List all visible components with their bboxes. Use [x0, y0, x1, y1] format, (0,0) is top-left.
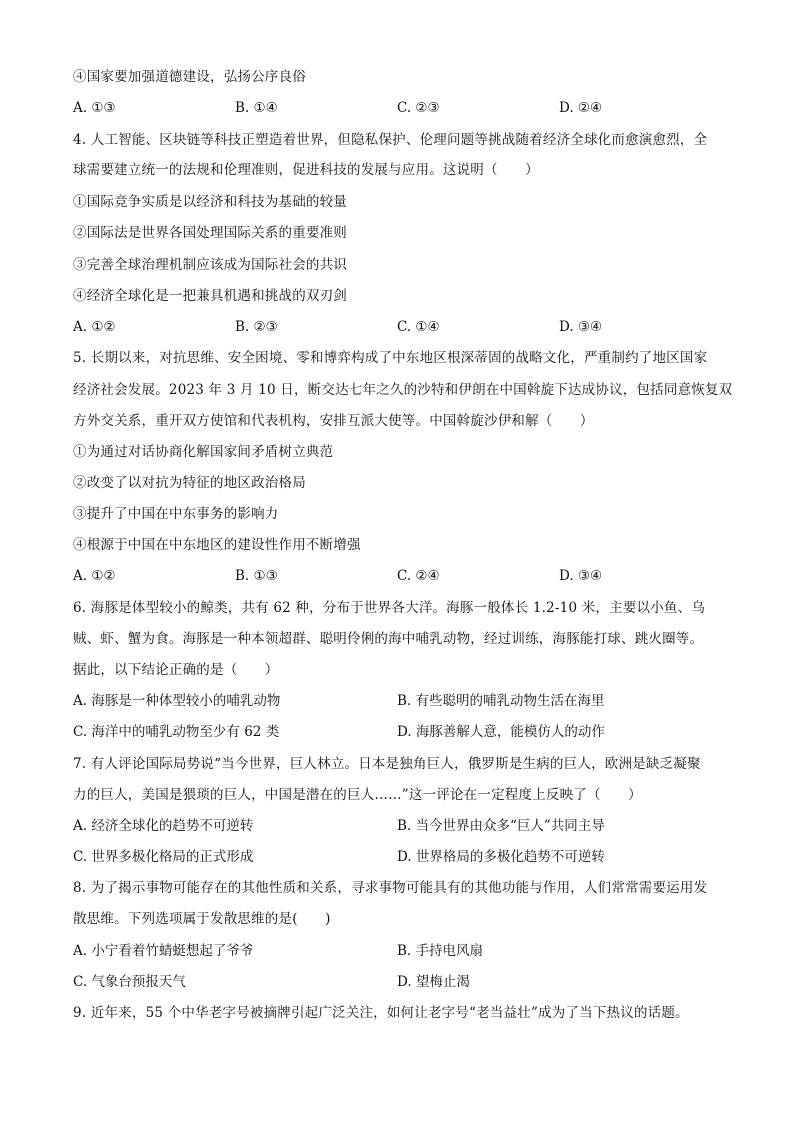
q4-stem-line-2: 球需要建立统一的法规和伦理准则，促进科技的发展与应用。这说明（ ）: [73, 162, 539, 178]
q3-option-b: B. ①④: [235, 100, 278, 116]
q3-option-d: D. ②④: [559, 100, 603, 116]
q4-option-d: D. ③④: [559, 319, 603, 335]
q6-option-b: B. 有些聪明的哺乳动物生活在海里: [397, 693, 605, 709]
q5-item-2: ②改变了以对抗为特征的地区政治格局: [73, 475, 306, 491]
q3-option-c: C. ②③: [397, 100, 440, 116]
q5-stem-line-2: 经济社会发展。2023 年 3 月 10 日，断交达七年之久的沙特和伊朗在中国斡旋下达成协议，包括同意恢复双: [73, 382, 733, 398]
q4-item-2: ②国际法是世界各国处理国际关系的重要准则: [73, 225, 347, 241]
q5-item-4: ④根源于中国在中东地区的建设性作用不断增强: [73, 537, 361, 553]
q6-option-a: A. 海豚是一种体型较小的哺乳动物: [73, 693, 281, 709]
q6-stem-line-1: 6. 海豚是体型较小的鲸类，共有 62 种，分布于世界各大洋。海豚一般体长 1.2-10 米，主要以小鱼、乌: [73, 600, 706, 616]
q7-option-b: B. 当今世界由众多“巨人”共同主导: [397, 818, 605, 834]
q7-option-d: D. 世界格局的多极化趋势不可逆转: [397, 849, 605, 865]
q7-option-c: C. 世界多极化格局的正式形成: [73, 849, 254, 865]
q3-option-a: A. ①③: [73, 100, 116, 116]
q8-stem-line-1: 8. 为了揭示事物可能存在的其他性质和关系，寻求事物可能具有的其他功能与作用，人们常常需要运用发: [73, 880, 708, 896]
q6-option-c: C. 海洋中的哺乳动物至少有 62 类: [73, 724, 280, 740]
q4-option-b: B. ②③: [235, 319, 278, 335]
q7-option-a: A. 经济全球化的趋势不可逆转: [73, 818, 254, 834]
q5-item-3: ③提升了中国在中东事务的影响力: [73, 506, 279, 522]
q4-stem-line-1: 4. 人工智能、区块链等科技正塑造着世界，但隐私保护、伦理问题等挑战随着经济全球化而愈演愈烈，全: [73, 132, 708, 148]
q6-stem-line-2: 贼、虾、蟹为食。海豚是一种本领超群、聪明伶俐的海中哺乳动物，经过训练，海豚能打球、跳火圈等。: [73, 631, 704, 647]
q5-option-a: A. ①②: [73, 568, 116, 584]
q8-option-d: D. 望梅止渴: [397, 974, 470, 990]
q4-item-3: ③完善全球治理机制应该成为国际社会的共识: [73, 257, 347, 273]
q6-stem-line-3: 据此，以下结论正确的是（ ）: [73, 662, 279, 678]
q6-option-d: D. 海豚善解人意，能模仿人的动作: [397, 724, 605, 740]
q4-option-a: A. ①②: [73, 319, 116, 335]
q4-item-1: ①国际竞争实质是以经济和科技为基础的较量: [73, 194, 347, 210]
q5-stem-line-3: 方外交关系，重开双方使馆和代表机构，安排互派大使等。中国斡旋沙伊和解（ ）: [73, 413, 594, 429]
q5-option-b: B. ①③: [235, 568, 278, 584]
q8-option-a: A. 小宁看着竹蜻蜓想起了爷爷: [73, 943, 254, 959]
q3-item-4: ④国家要加强道德建设，弘扬公序良俗: [73, 69, 306, 85]
q9-stem-line-1: 9. 近年来，55 个中华老字号被摘牌引起广泛关注，如何让老字号“老当益壮”成为了当下热议的话题。: [73, 1005, 689, 1021]
q8-option-c: C. 气象台预报天气: [73, 974, 186, 990]
q7-stem-line-2: 力的巨人，美国是猥琐的巨人，中国是潜在的巨人……”这一评论在一定程度上反映了（ ）: [73, 787, 642, 803]
q4-item-4: ④经济全球化是一把兼具机遇和挑战的双刃剑: [73, 288, 347, 304]
q5-stem-line-1: 5. 长期以来，对抗思维、安全困境、零和博弈构成了中东地区根深蒂固的战略文化，严重制约了地区国家: [73, 350, 708, 366]
q7-stem-line-1: 7. 有人评论国际局势说“当今世界，巨人林立。日本是独角巨人，俄罗斯是生病的巨人，欧洲是缺乏凝聚: [73, 756, 701, 772]
q5-option-c: C. ②④: [397, 568, 440, 584]
q8-option-b: B. 手持电风扇: [397, 943, 484, 959]
q8-stem-line-2: 散思维。下列选项属于发散思维的是( ): [73, 911, 331, 927]
q4-option-c: C. ①④: [397, 319, 440, 335]
q5-option-d: D. ③④: [559, 568, 603, 584]
q5-item-1: ①为通过对话协商化解国家间矛盾树立典范: [73, 444, 334, 460]
